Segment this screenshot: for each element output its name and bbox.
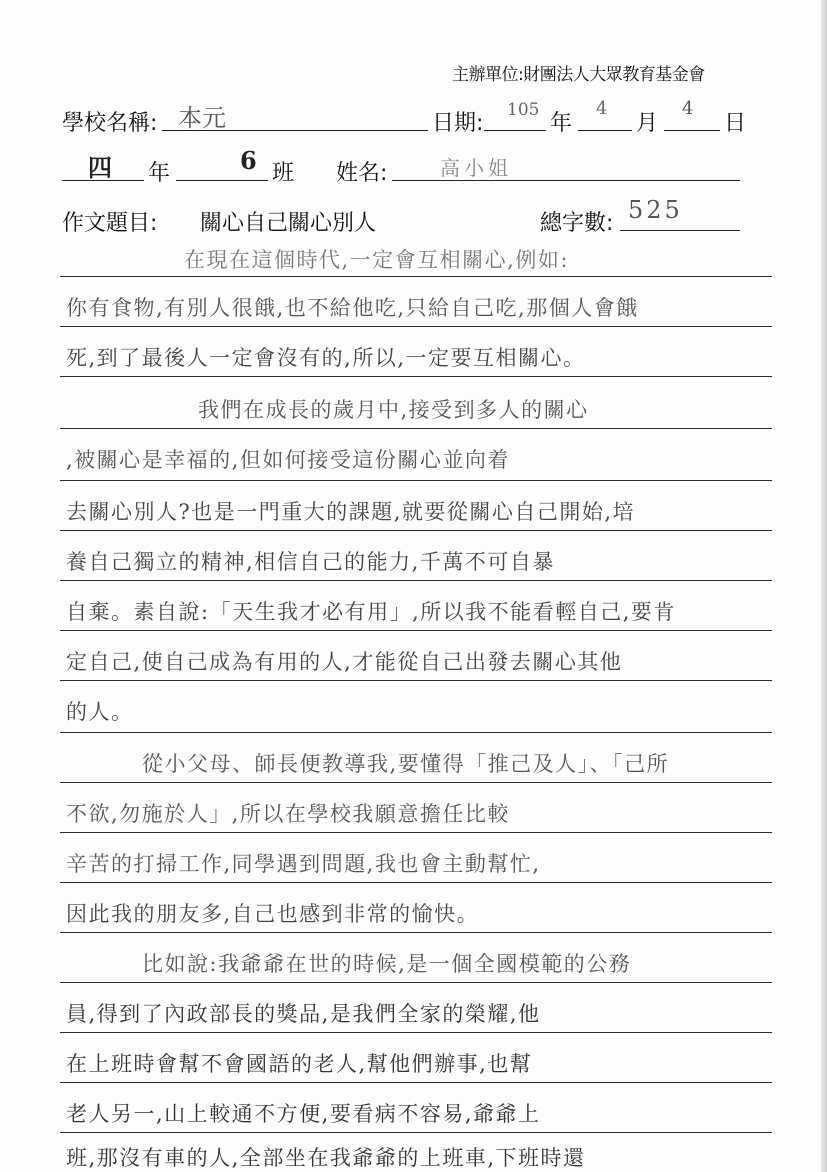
ruled-line (60, 276, 772, 277)
wordcount-value: 525 (628, 196, 683, 224)
essay-line: 在上班時會幫不會國語的老人,幫他們辦事,也幫 (66, 1052, 533, 1076)
date-month-value: 4 (596, 98, 608, 119)
ruled-line (60, 782, 772, 783)
organizer-text: 主辦單位:財團法人大眾教育基金會 (452, 65, 705, 85)
ruled-line (60, 1082, 772, 1083)
ruled-line (60, 1132, 772, 1133)
ruled-line (60, 326, 772, 327)
essay-line: 不欲,勿施於人」,所以在學校我願意擔任比較 (66, 802, 510, 826)
ruled-line (60, 630, 772, 631)
day-label: 日 (724, 111, 747, 136)
date-label: 日期: (432, 111, 484, 136)
essay-line: 養自己獨立的精神,相信自己的能力,千萬不可自暴 (66, 550, 555, 574)
date-year-value: 105 (507, 100, 540, 120)
ruled-line (60, 732, 772, 733)
essay-line: 比如說:我爺爺在世的時候,是一個全國模範的公務 (142, 952, 632, 976)
class-label: 班 (272, 161, 295, 186)
class-value: 6 (240, 146, 257, 175)
ruled-line (60, 480, 772, 481)
grade-value: 四 (88, 153, 112, 182)
essay-line: 定自己,使自己成為有用的人,才能從自己出發去關心其他 (66, 650, 623, 674)
ruled-line (60, 680, 772, 681)
topic-value: 關心自己關心別人 (200, 211, 377, 236)
scan-edge (821, 0, 827, 1172)
name-value: 高小姐 (440, 156, 512, 180)
ruled-line (60, 1032, 772, 1033)
school-value: 本元 (178, 104, 226, 132)
ruled-line (60, 530, 772, 531)
essay-line: 去關心別人?也是一門重大的課題,就要從關心自己開始,培 (66, 500, 636, 524)
essay-line: 的人。 (66, 700, 134, 724)
ruled-line (60, 428, 772, 429)
essay-line: 老人另一,山上較通不方便,要看病不容易,爺爺上 (66, 1102, 541, 1126)
ruled-line (60, 882, 772, 883)
essay-line: 從小父母、師長便教導我,要懂得「推己及人」、「己所 (142, 752, 670, 776)
essay-line: 我們在成長的歲月中,接受到多人的關心 (198, 398, 589, 422)
essay-line: 死,到了最後人一定會沒有的,所以,一定要互相關心。 (66, 346, 586, 370)
essay-line: 在現在這個時代,一定會互相關心,例如: (184, 248, 569, 272)
school-label: 學校名稱: (62, 111, 158, 136)
topic-label: 作文題目: (62, 211, 158, 236)
essay-line: 班,那沒有車的人,全部坐在我爺爺的上班車,下班時還 (66, 1146, 586, 1170)
ruled-line (60, 376, 772, 377)
essay-line: 你有食物,有別人很餓,也不給他吃,只給自己吃,那個人會餓 (66, 296, 639, 320)
date-day-value: 4 (682, 98, 694, 119)
essay-line: 辛苦的打掃工作,同學遇到問題,我也會主動幫忙, (66, 852, 541, 876)
name-label: 姓名: (336, 161, 388, 186)
wordcount-label: 總字數: (540, 211, 614, 236)
month-label: 月 (636, 111, 659, 136)
essay-line: 員,得到了內政部長的獎品,是我們全家的榮耀,他 (66, 1002, 541, 1026)
grade-label: 年 (148, 161, 171, 186)
year-label: 年 (550, 111, 573, 136)
essay-line: 因此我的朋友多,自己也感到非常的愉快。 (66, 902, 480, 926)
ruled-line (60, 982, 772, 983)
ruled-line (60, 580, 772, 581)
essay-line: 自棄。素自說:「天生我才必有用」,所以我不能看輕自己,要肯 (66, 600, 676, 624)
ruled-line (60, 832, 772, 833)
essay-line: ,被關心是幸福的,但如何接受這份關心並向着 (66, 448, 510, 472)
ruled-line (60, 932, 772, 933)
